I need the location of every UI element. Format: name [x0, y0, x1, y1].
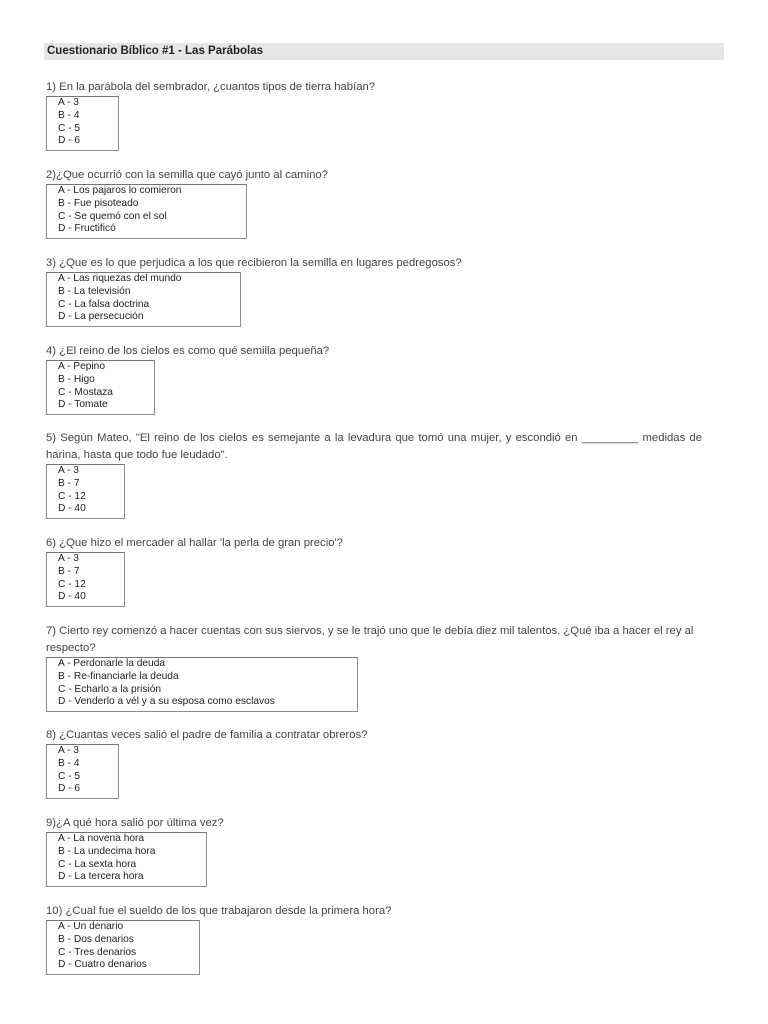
option-a[interactable]: A - Las riquezas del mundo [58, 273, 182, 284]
option-b[interactable]: B - La undecima hora [58, 845, 156, 857]
option-c[interactable]: C - 12 [58, 490, 86, 502]
question-9 [46, 815, 716, 887]
question-2 [46, 167, 716, 239]
option-b[interactable]: B - Re-financiarle la deuda [58, 670, 179, 682]
option-c[interactable]: C - Se quemó con el sol [58, 210, 167, 222]
option-c[interactable]: C - La sexta hora [58, 858, 137, 870]
option-d[interactable]: D - Fructificó [58, 223, 116, 235]
question-text: 5) Según Mateo, "El reino de los cielos es semejante a la levadura que tomó una mujer, y escondió en _________ medidas de harina, hasta que todo fue leudado". [46, 432, 702, 461]
options-box[interactable] [46, 744, 119, 799]
option-d[interactable]: D - 6 [58, 783, 81, 795]
options-box[interactable] [46, 184, 247, 239]
option-c[interactable]: C - 5 [58, 770, 81, 782]
option-a[interactable]: A - Un denario [58, 921, 124, 932]
option-b[interactable]: B - 4 [58, 109, 80, 121]
question-8 [46, 727, 716, 799]
options-box[interactable] [46, 464, 125, 519]
option-a[interactable]: A - Perdonarle la deuda [58, 658, 166, 669]
option-a[interactable]: A - Pepino [58, 361, 106, 372]
option-d[interactable]: D - 6 [58, 135, 81, 147]
option-c[interactable]: C - La falsa doctrina [58, 298, 150, 310]
option-b[interactable]: B - La televisión [58, 285, 131, 297]
options-box[interactable] [46, 832, 207, 887]
option-a[interactable]: A - Los pajaros lo comieron [58, 185, 182, 196]
options-box[interactable] [46, 920, 200, 975]
question-3 [46, 255, 716, 327]
option-b[interactable]: B - 7 [58, 565, 80, 577]
option-b[interactable]: B - Higo [58, 373, 95, 385]
options-box[interactable] [46, 96, 119, 151]
option-d[interactable]: D - Cuatro denarios [58, 959, 147, 971]
question-text: 9)¿A qué hora salió por última vez? [46, 817, 224, 829]
option-b[interactable]: B - Dos denarios [58, 933, 134, 945]
options-box[interactable] [46, 272, 241, 327]
option-a[interactable]: A - 3 [58, 553, 79, 564]
option-a[interactable]: A - 3 [58, 465, 79, 476]
option-b[interactable]: B - 7 [58, 477, 80, 489]
option-c[interactable]: C - 5 [58, 122, 81, 134]
option-a[interactable]: A - 3 [58, 745, 79, 756]
option-c[interactable]: C - Tres denarios [58, 946, 137, 958]
option-d[interactable]: D - La tercera hora [58, 871, 144, 883]
question-text: 8) ¿Cuantas veces salió el padre de familia a contratar obreros? [46, 729, 368, 741]
option-c[interactable]: C - Echarlo a la prisión [58, 683, 162, 695]
question-5 [46, 430, 702, 519]
question-1 [46, 79, 716, 151]
option-c[interactable]: C - Mostaza [58, 386, 113, 398]
question-text: 2)¿Que ocurrió con la semilla que cayó junto al camino? [46, 169, 328, 181]
option-b[interactable]: B - Fue pisoteado [58, 197, 139, 209]
option-c[interactable]: C - 12 [58, 578, 86, 590]
option-d[interactable]: D - Tomate [58, 399, 108, 411]
question-text: 6) ¿Que hizo el mercader al hallar 'la perla de gran precio'? [46, 537, 343, 549]
question-text: 7) Cierto rey comenzó a hacer cuentas con sus siervos, y se le trajó uno que le debía diez mil talentos. ¿Qué iba a hacer el rey al respecto? [46, 625, 694, 654]
options-box[interactable] [46, 552, 125, 607]
options-box[interactable] [46, 360, 155, 415]
question-10 [46, 903, 716, 975]
question-text: 1) En la parábola del sembrador, ¿cuantos tipos de tierra habían? [46, 81, 376, 93]
question-text: 10) ¿Cual fue el sueldo de los que trabajaron desde la primera hora? [46, 905, 392, 917]
option-d[interactable]: D - Venderlo a vél y a su esposa como esclavos [58, 696, 275, 708]
question-7 [46, 623, 714, 712]
question-6 [46, 535, 716, 607]
question-text: 4) ¿El reino de los cielos es como qué semilla pequeña? [46, 345, 330, 357]
option-d[interactable]: D - 40 [58, 503, 86, 515]
option-a[interactable]: A - La novena hora [58, 833, 145, 844]
question-text: 3) ¿Que es lo que perjudica a los que recibieron la semilla en lugares pedregosos? [46, 257, 462, 269]
option-b[interactable]: B - 4 [58, 757, 80, 769]
option-d[interactable]: D - La persecución [58, 311, 144, 323]
option-a[interactable]: A - 3 [58, 97, 79, 108]
option-d[interactable]: D - 40 [58, 591, 86, 603]
question-4 [46, 343, 716, 415]
options-box[interactable] [46, 657, 358, 712]
quiz-title: Cuestionario Bíblico #1 - Las Parábolas [44, 43, 724, 60]
